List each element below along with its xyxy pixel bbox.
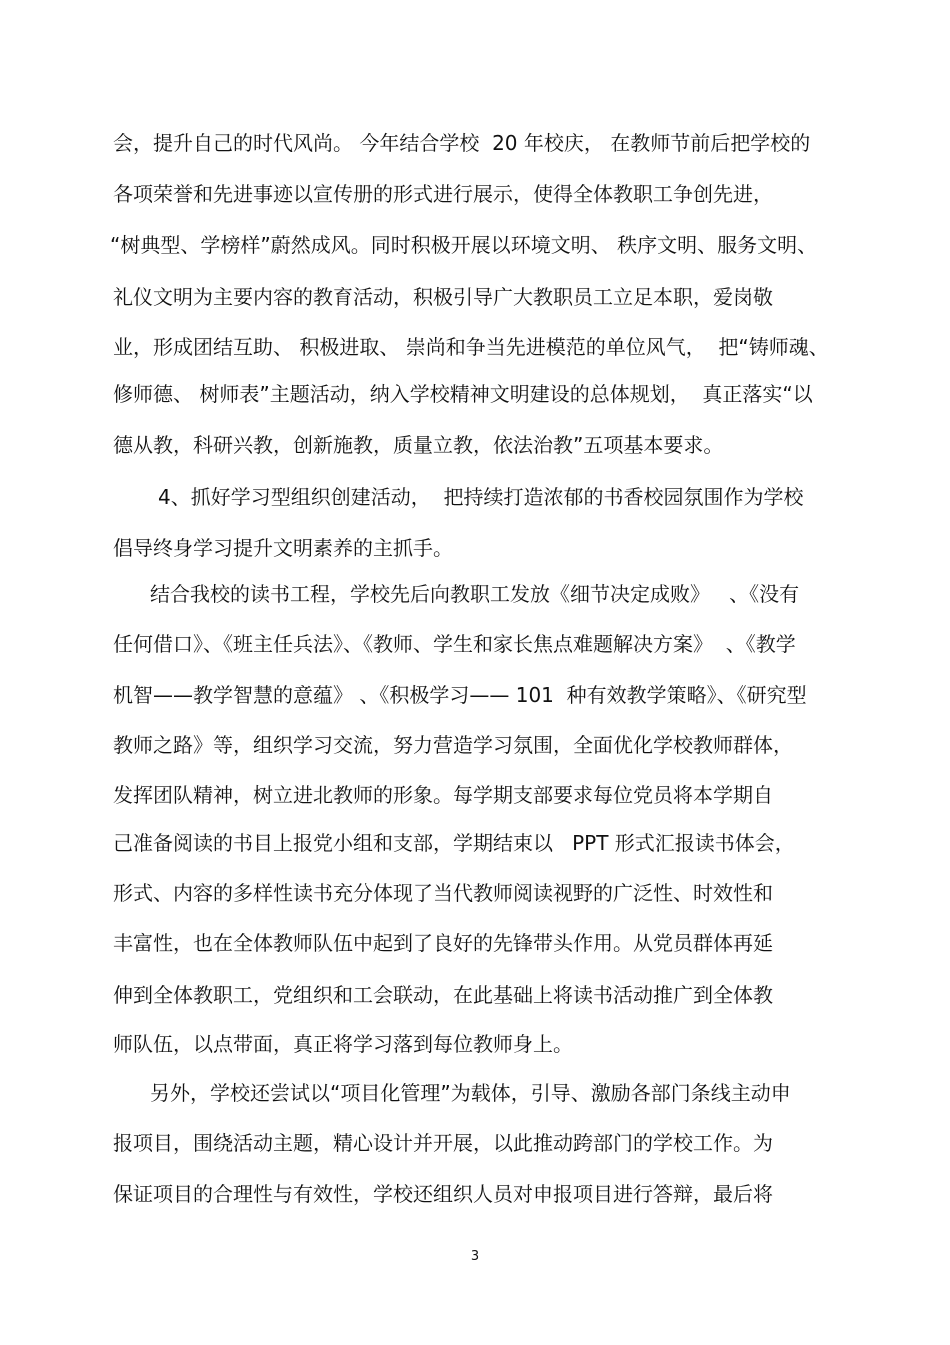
text-line: “树典型、学榜样”蔚然成风。同时积极开展以环境文明、 秩序文明、服务文明、 bbox=[110, 233, 818, 257]
text-line: 发挥团队精神，树立进北教师的形象。每学期支部要求每位党员将本学期自 bbox=[113, 783, 773, 807]
text-line: 德从教，科研兴教，创新施教，质量立教，依法治教”五项基本要求。 bbox=[113, 433, 724, 457]
text-line: 形式、内容的多样性读书充分体现了当代教师阅读视野的广泛性、时效性和 bbox=[113, 881, 773, 905]
text-line: 修师德、 树师表”主题活动，纳入学校精神文明建设的总体规划， 真正落实“以 bbox=[113, 382, 813, 406]
text-line: 另外，学校还尝试以“项目化管理”为载体，引导、激励各部门条线主动申 bbox=[150, 1081, 791, 1105]
page-number: 3 bbox=[470, 1249, 480, 1264]
text-line: 报项目，围绕活动主题，精心设计并开展，以此推动跨部门的学校工作。为 bbox=[113, 1131, 773, 1155]
text-line: 倡导终身学习提升文明素养的主抓手。 bbox=[113, 536, 453, 560]
text-line: 保证项目的合理性与有效性，学校还组织人员对申报项目进行答辩，最后将 bbox=[113, 1182, 773, 1206]
text-line: 教师之路》等，组织学习交流，努力营造学习氛围，全面优化学校教师群体， bbox=[113, 733, 793, 757]
text-line: 结合我校的读书工程，学校先后向教职工发放《细节决定成败》 、《没有 bbox=[150, 582, 800, 606]
text-line: 会，提升自己的时代风尚。 今年结合学校 20 年校庆， 在教师节前后把学校的 bbox=[113, 131, 811, 155]
text-line: 机智——教学智慧的意蕴》 、《积极学习—— 101 种有效教学策略》、《研究型 bbox=[113, 683, 807, 707]
text-line: 任何借口》、《班主任兵法》、《教师、学生和家长焦点难题解决方案》 、《教学 bbox=[113, 632, 796, 656]
text-line: 丰富性，也在全体教师队伍中起到了良好的先锋带头作用。从党员群体再延 bbox=[113, 931, 773, 955]
text-line: 4、抓好学习型组织创建活动， 把持续打造浓郁的书香校园氛围作为学校 bbox=[158, 485, 804, 509]
text-line: 业，形成团结互助、 积极进取、 崇尚和争当先进模范的单位风气， 把“铸师魂、 bbox=[113, 335, 829, 359]
text-line: 己准备阅读的书目上报党小组和支部，学期结束以 PPT 形式汇报读书体会， bbox=[113, 831, 795, 855]
text-line: 伸到全体教职工，党组织和工会联动，在此基础上将读书活动推广到全体教 bbox=[113, 983, 773, 1007]
text-line: 礼仪文明为主要内容的教育活动，积极引导广大教职员工立足本职，爱岗敬 bbox=[113, 285, 773, 309]
text-line: 师队伍，以点带面，真正将学习落到每位教师身上。 bbox=[113, 1032, 573, 1056]
text-line: 各项荣誉和先进事迹以宣传册的形式进行展示，使得全体教职工争创先进， bbox=[113, 182, 773, 206]
